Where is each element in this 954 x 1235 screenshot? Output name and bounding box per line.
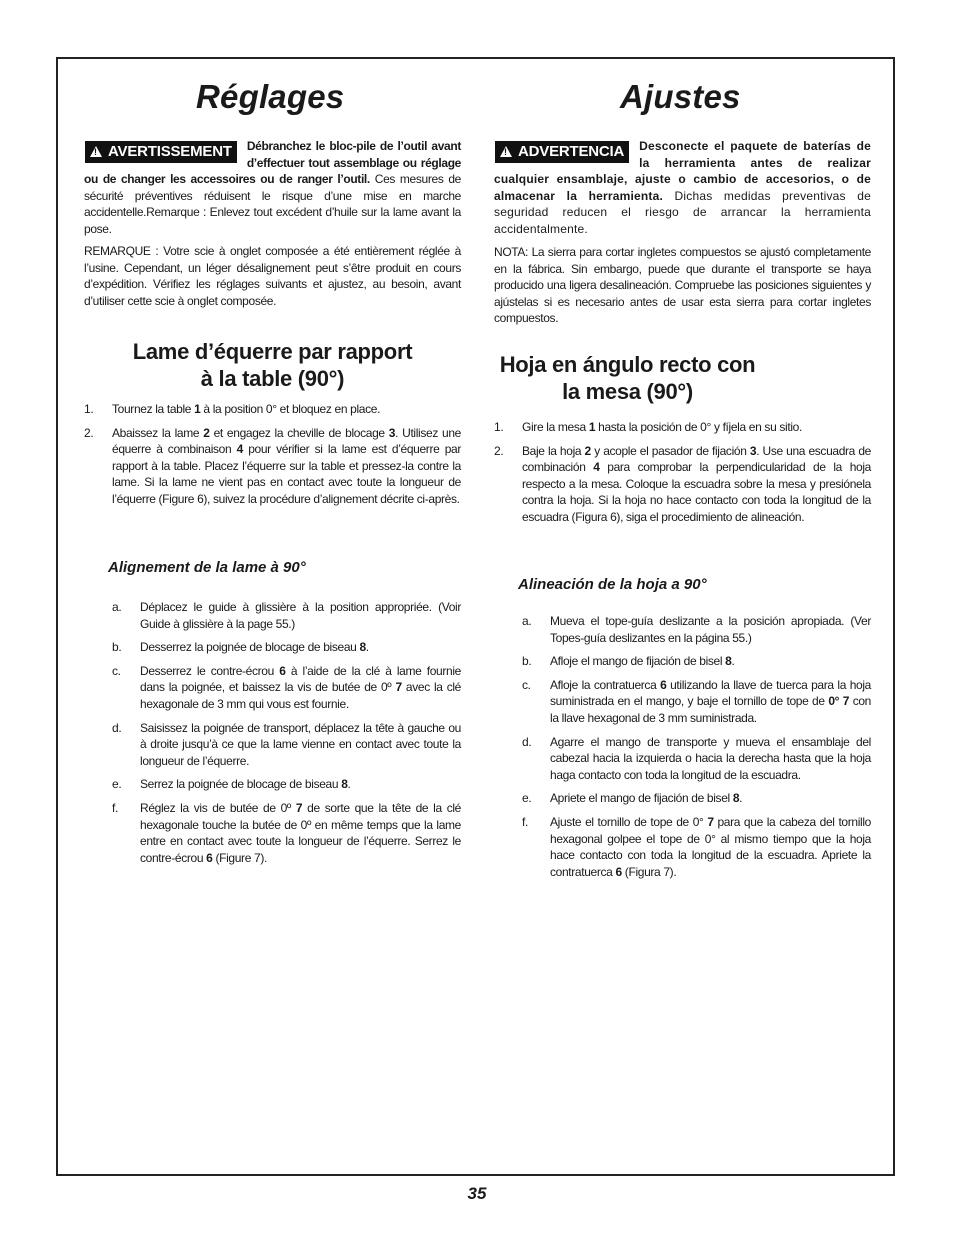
section-heading-line1: Lame d’équerre par rapport [132, 339, 413, 364]
warning-bold-text: Débranchez le bloc-pile de l’outil avant d’effectuer tout assemblage ou réglage ou de changer les accessoires ou de ranger l’outil. [84, 139, 461, 187]
part-reference-number: 8 [359, 640, 366, 655]
sub-steps-spanish [494, 613, 871, 887]
list-item-number: d. [112, 720, 122, 735]
warning-badge [85, 141, 237, 163]
list-item [494, 790, 871, 807]
section-heading-line2: à la table (90°) [200, 366, 345, 391]
warning-block-french [84, 138, 461, 238]
list-item [84, 663, 461, 713]
list-item-number: f. [112, 800, 118, 815]
list-item [494, 814, 871, 880]
part-reference-number: 3 [388, 425, 396, 440]
list-item-text: à la position 0° et bloquez en place. [200, 402, 381, 416]
remarque-paragraph: REMARQUE : Votre scie à onglet composée a été entièrement réglée à l’usine. Cependant, un léger désalignement peut s’être produit en cours d’expédition. Vérifiez les réglages suivants et ajustez, au besoin, avant d’utiliser cette scie à onglet composée. [84, 244, 461, 308]
warning-block-spanish [494, 138, 871, 238]
sub-steps-list [84, 599, 461, 866]
list-item-text: utilizando la llave de tuerca para la hoja suministrada en el mango, y baje el tornillo de tope de [550, 677, 871, 709]
warning-rest-text: Dichas medidas preventivas de seguridad reducen el riesgo de arrancar la herramienta accidentalmente. [494, 188, 872, 236]
part-reference-number: 3 [749, 443, 757, 458]
list-item-text: para comprobar la perpendicularidad de la hoja respecto a la mesa. Coloque la escuadra sobre la mesa y presiónela contra la hoja. Si la hoja no hace contacto con toda la longitud de la escuadra (Figura 6), siga el procedimiento de alineación. [522, 460, 871, 524]
list-item-text: pour vérifier si la lame est d’équerre par rapport à la table. Placez l’équerre sur la table et pressez-la contre la lame. Si la lame ne vient pas en contact avec toute la longueur de l’équerre (Figure 6), suivez la procédure d’alignement décrite ci-après. [112, 442, 461, 506]
list-item-number: a. [112, 600, 122, 614]
list-item-text: . [365, 640, 369, 655]
section-heading-line1: Hoja en ángulo recto con [499, 352, 756, 377]
part-reference-number: 6 [660, 677, 667, 692]
part-reference-number: 7 [295, 800, 303, 815]
list-item-text: . [739, 791, 743, 806]
list-item-text: . [731, 654, 735, 669]
sub-heading-spanish: Alineación de la hoja a 90° [518, 576, 707, 593]
list-item-text: et engagez la cheville de blocage [209, 425, 389, 440]
steps-spanish [494, 419, 871, 533]
list-item-text: Desserrez le contre-écrou [140, 663, 280, 678]
list-item-text: (Figura 7). [621, 864, 677, 879]
list-item [494, 677, 871, 727]
part-reference-number: 1 [194, 402, 201, 416]
list-item-number: b. [112, 640, 122, 655]
sub-heading-french: Alignement de la lame à 90° [108, 559, 306, 576]
list-item-text: y acople el pasador de fijación [590, 443, 750, 458]
list-item-text: de sorte que la tête de la clé hexagonale touche la butée de 0º en même temps que la lame entre en contact avec toute la longueur de l’équerre. Serrez le contre-écrou [140, 800, 461, 865]
section-heading-line2: la mesa (90°) [562, 379, 693, 404]
steps-french [84, 401, 461, 515]
list-item-number: 2. [494, 443, 504, 458]
list-item-number: e. [522, 791, 532, 806]
warning-bold-text: Desconecte el paquete de baterías de la herramienta antes de realizar cualquier ensamblaje, ajuste o cambio de accesorios, o de almacenar la herramienta. [494, 139, 871, 203]
list-item-text: Déplacez le guide à glissière à la position appropriée. (Voir Guide à glissière à la page 55.) [140, 600, 461, 631]
part-reference-number: 8 [341, 777, 348, 792]
part-reference-number: 6 [206, 850, 213, 865]
list-item-text: à l’aide de la clé à lame fournie dans la poignée, et baissez la vis de butée de 0º [140, 663, 461, 695]
list-item [84, 599, 461, 632]
list-item-text: Mueva el tope-guía deslizante a la posición apropiada. (Ver Topes-guía deslizantes en la página 55.) [550, 614, 871, 645]
list-item-number: c. [522, 677, 531, 692]
list-item [494, 653, 871, 670]
list-item [494, 613, 871, 646]
list-item-number: a. [522, 614, 532, 628]
list-item-text: (Figure 7). [212, 850, 267, 865]
part-reference-number: 8 [725, 654, 732, 669]
page-number: 35 [467, 1184, 487, 1203]
list-item-text: hasta la posición de 0° y fíjela en su sitio. [595, 420, 802, 434]
list-item-text: Abaissez la lame [112, 425, 204, 440]
nota-paragraph: NOTA: La sierra para cortar ingletes compuestos se ajustó completamente en la fábrica. Sin embargo, puede que durante el transporte se haya producido una ligera desalineación. Compruebe las posiciones siguientes y ajústelas si es necesario antes de usar esta sierra para cortar ingletes compuestos. [494, 245, 871, 326]
warning-badge [495, 141, 629, 163]
list-item-text: . Utilisez une équerre à combinaison [112, 425, 461, 457]
sub-steps-french [84, 599, 461, 873]
list-item-text: . Use una escuadra de combinación [522, 443, 871, 475]
steps-list [494, 419, 871, 526]
part-reference-number: 8 [732, 791, 740, 806]
steps-list [84, 401, 461, 508]
list-item-text: avec la clé hexagonale de 3 mm qui vous est fournie. [140, 680, 461, 711]
part-reference-number: 4 [593, 460, 600, 475]
list-item-text: Afloje la contratuerca [550, 677, 661, 692]
list-item-text: Baje la hoja [522, 443, 585, 458]
list-item-text: para que la cabeza del tornillo hexagonal golpee el tope de 0° al mismo tiempo que la hoja hace contacto con toda la longitud de la escuadra. Apriete la contratuerca [550, 814, 871, 879]
list-item-text: Afloje el mango de fijación de bisel [550, 654, 726, 669]
part-reference-number: 0° 7 [828, 694, 850, 709]
list-item-text: . [347, 777, 351, 792]
part-reference-number: 2 [584, 443, 591, 458]
list-item [84, 720, 461, 770]
list-item-text: Desserrez la poignée de blocage de biseau [140, 640, 360, 655]
list-item [494, 419, 871, 436]
list-item-text: con la llave hexagonal de 3 mm suministrada. [550, 694, 871, 725]
part-reference-number: 6 [279, 663, 286, 678]
sub-steps-list [494, 613, 871, 880]
part-reference-number: 7 [707, 814, 714, 829]
list-item-number: d. [522, 734, 532, 749]
warning-triangle-icon [90, 146, 102, 157]
part-reference-number: 2 [203, 425, 210, 440]
list-item-text: Ajuste el tornillo de tope de 0° [550, 814, 708, 829]
list-item-text: Tournez la table [112, 402, 195, 416]
page-title-french: Réglages [196, 78, 345, 115]
list-item [84, 776, 461, 793]
page-title-spanish: Ajustes [620, 78, 741, 115]
list-item-number: c. [112, 663, 121, 678]
list-item [494, 443, 871, 526]
part-reference-number: 1 [588, 420, 596, 434]
list-item [84, 800, 461, 866]
list-item [84, 425, 461, 508]
warning-badge-label: AVERTISSEMENT [108, 143, 232, 160]
list-item-text: Gire la mesa [522, 420, 589, 434]
list-item-number: 1. [494, 420, 504, 434]
warning-badge-label: ADVERTENCIA [518, 143, 625, 160]
list-item-text: Saisissez la poignée de transport, déplacez la tête à gauche ou à droite jusqu’à ce que la lame vienne en contact avec toute la longueur de l’équerre. [140, 720, 461, 768]
list-item-number: 1. [84, 402, 94, 416]
warning-rest-text: Ces mesures de sécurité préventives réduisent le risque d’une mise en marche accidentelle.Remarque : Enlevez tout excédent d’huile sur la lame avant la pose. [84, 172, 461, 236]
list-item-text: Apriete el mango de fijación de bisel [550, 791, 733, 806]
list-item-number: f. [522, 814, 528, 829]
list-item [494, 734, 871, 784]
list-item-text: Serrez la poignée de blocage de biseau [140, 777, 342, 792]
list-item-text: Agarre el mango de transporte y mueva el ensamblaje del cabezal hacia la izquierda o hacia la derecha hasta que la hoja haga contacto con toda la longitud de la escuadra. [550, 734, 871, 782]
warning-triangle-icon [500, 146, 512, 157]
list-item-text: Réglez la vis de butée de 0º [140, 800, 296, 815]
part-reference-number: 4 [236, 442, 243, 457]
list-item-number: e. [112, 777, 122, 792]
part-reference-number: 7 [395, 680, 402, 695]
list-item-number: 2. [84, 425, 94, 440]
list-item [84, 639, 461, 656]
section-heading-spanish [494, 351, 871, 405]
list-item-number: b. [522, 654, 532, 669]
part-reference-number: 6 [615, 864, 622, 879]
